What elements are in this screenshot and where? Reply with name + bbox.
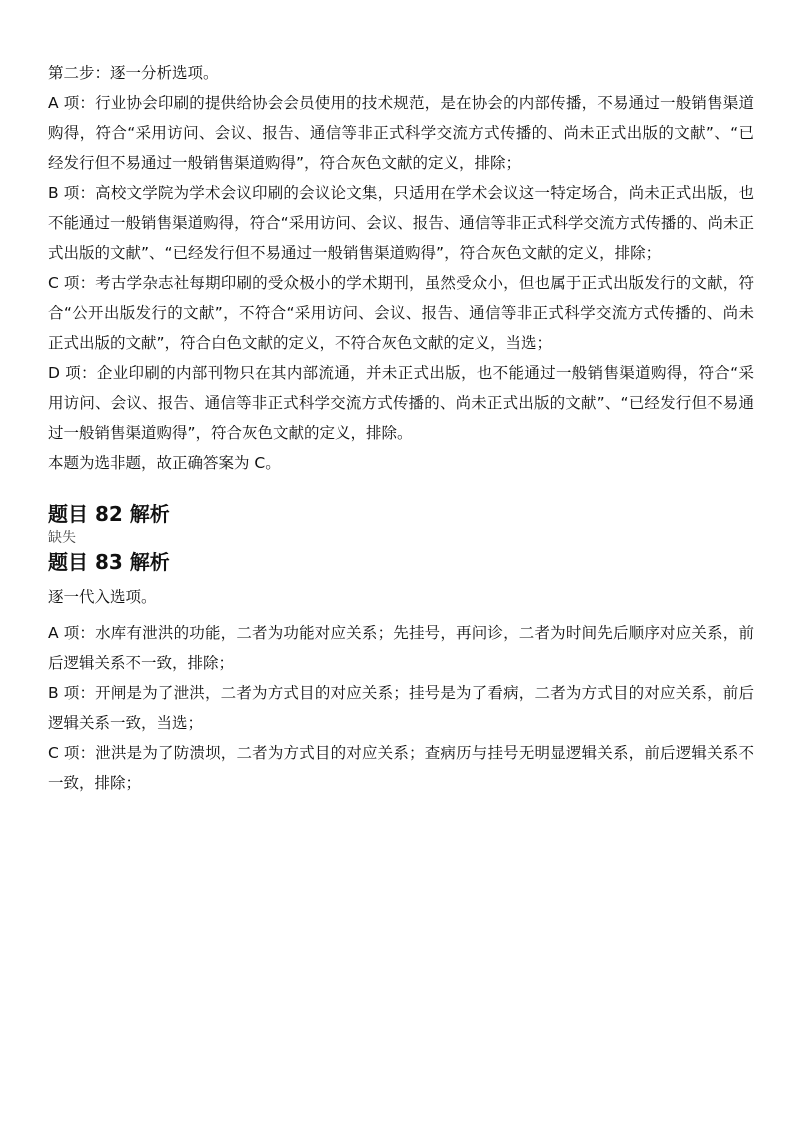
q83-option-b: B 项：开闸是为了泄洪，二者为方式目的对应关系；挂号是为了看病，二者为方式目的对应关系，前后逻辑关系一致，当选； [48,684,754,732]
q81-conclusion: 本题为选非题，故正确答案为 C。 [48,454,281,472]
q81-step2: 第二步：逐一分析选项。 [48,64,219,82]
q83-title: 题目 83 解析 [48,550,170,574]
q81-option-d: D 项：企业印刷的内部刊物只在其内部流通，并未正式出版，也不能通过一般销售渠道购得，符合“采用访问、会议、报告、通信等非正式科学交流方式传播的、尚未正式出版的文献”、“已经发行但不易通过一般销售渠道购得”，符合灰色文献的定义，排除。 [48,364,754,442]
q83-option-c: C 项：泄洪是为了防溃坝，二者为方式目的对应关系；查病历与挂号无明显逻辑关系，前后逻辑关系不一致，排除； [48,744,754,792]
q82-title: 题目 82 解析 [48,502,170,526]
q81-option-b: B 项：高校文学院为学术会议印刷的会议论文集，只适用在学术会议这一特定场合，尚未正式出版，也不能通过一般销售渠道购得，符合“采用访问、会议、报告、通信等非正式科学交流方式传播的、尚未正式出版的文献”、“已经发行但不易通过一般销售渠道购得”，符合灰色文献的定义，排除； [48,184,754,262]
document-page [48,58,754,798]
q81-option-c: C 项：考古学杂志社每期印刷的受众极小的学术期刊，虽然受众小，但也属于正式出版发行的文献，符合“公开出版发行的文献”，不符合“采用访问、会议、报告、通信等非正式科学交流方式传播的、尚未正式出版的文献”，符合白色文献的定义，不符合灰色文献的定义，当选； [48,274,754,352]
q82-missing-note: 缺失 [48,530,76,546]
q81-option-a: A 项：行业协会印刷的提供给协会会员使用的技术规范，是在协会的内部传播，不易通过一般销售渠道购得，符合“采用访问、会议、报告、通信等非正式科学交流方式传播的、尚未正式出版的文献”、“已经发行但不易通过一般销售渠道购得”，符合灰色文献的定义，排除； [48,94,754,172]
q83-option-a: A 项：水库有泄洪的功能，二者为功能对应关系；先挂号，再问诊，二者为时间先后顺序对应关系，前后逻辑关系不一致，排除； [48,624,754,672]
q83-intro: 逐一代入选项。 [48,588,157,606]
